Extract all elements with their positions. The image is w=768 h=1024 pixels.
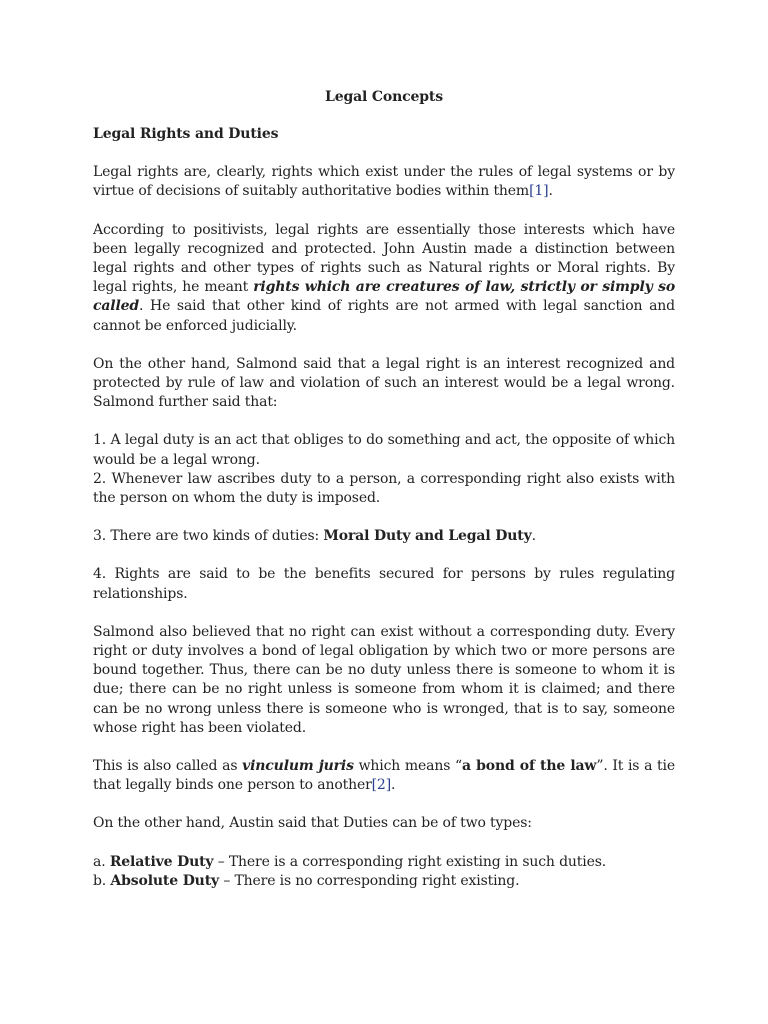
paragraph-text: Legal rights are, clearly, rights which exist under the rules of legal systems or by virtue of decisions of suitably authoritative bodies within them [93,164,675,200]
section-heading: Legal Rights and Duties [93,126,279,142]
list-item: 1. A legal duty is an act that obliges to do something and act, the opposite of which would be a legal wrong. [93,432,675,468]
list-item: 3. There are two kinds of duties: Moral Duty and Legal Duty. [93,528,536,545]
paragraph-vinculum-juris: This is also called as vinculum juris which means “a bond of the law”. It is a tie that legally binds one person to another[2]. [93,758,675,794]
document-title: Legal Concepts [325,89,443,105]
paragraph-austin: On the other hand, Austin said that Duties can be of two types: [93,815,532,832]
bold-text: a bond of the law [462,758,597,775]
footnote-link-1[interactable]: [1] [529,183,549,200]
bold-text: Moral Duty and Legal Duty [323,528,532,545]
paragraph-definition: Legal rights are, clearly, rights which exist under the rules of legal systems or by virtue of decisions of suitably authoritative bodies within them[1]. [93,164,675,200]
paragraph-salmond: On the other hand, Salmond said that a legal right is an interest recognized and protected by rule of law and violation of such an interest would be a legal wrong. Salmond further said that: [93,355,675,411]
document-page [93,88,675,891]
list-item: 4. Rights are said to be the benefits secured for persons by rules regulating relationships. [93,566,675,602]
duty-term: Relative Duty [109,853,214,870]
footnote-link-2[interactable]: [2] [371,777,392,794]
emphasis-text: rights which are creatures of law, strictly or simply so called [93,279,676,315]
duty-term: Absolute Duty [110,872,220,889]
paragraph-corresponding-duty: Salmond also believed that no right can exist without a corresponding duty. Every right or duty involves a bond of legal obligation by which two or more persons are bound together. Thus, there can be no duty unless there is someone to whom it is due; there can be no right unless is someone from whom it is claimed; and there can be no wrong unless there is someone who is wronged, that is to say, someone whose right has been violated. [93,623,675,736]
duty-item: a. Relative Duty – There is a corresponding right existing in such duties. [93,853,607,870]
list-item: 2. Whenever law ascribes duty to a person, a corresponding right also exists with the person on whom the duty is imposed. [93,470,675,507]
latin-term: vinculum juris [242,758,354,775]
paragraph-positivists: According to positivists, legal rights are essentially those interests which have been legally recognized and protected. John Austin made a distinction between legal rights and other types of rights such as Natural rights or Moral rights. By legal rights, he meant rights which are creatures of law, strictly or simply so called. He said that other kind of rights are not armed with legal sanction and cannot be enforced judicially. [93,221,676,334]
duty-item: b. Absolute Duty – There is no corresponding right existing. [93,872,520,889]
